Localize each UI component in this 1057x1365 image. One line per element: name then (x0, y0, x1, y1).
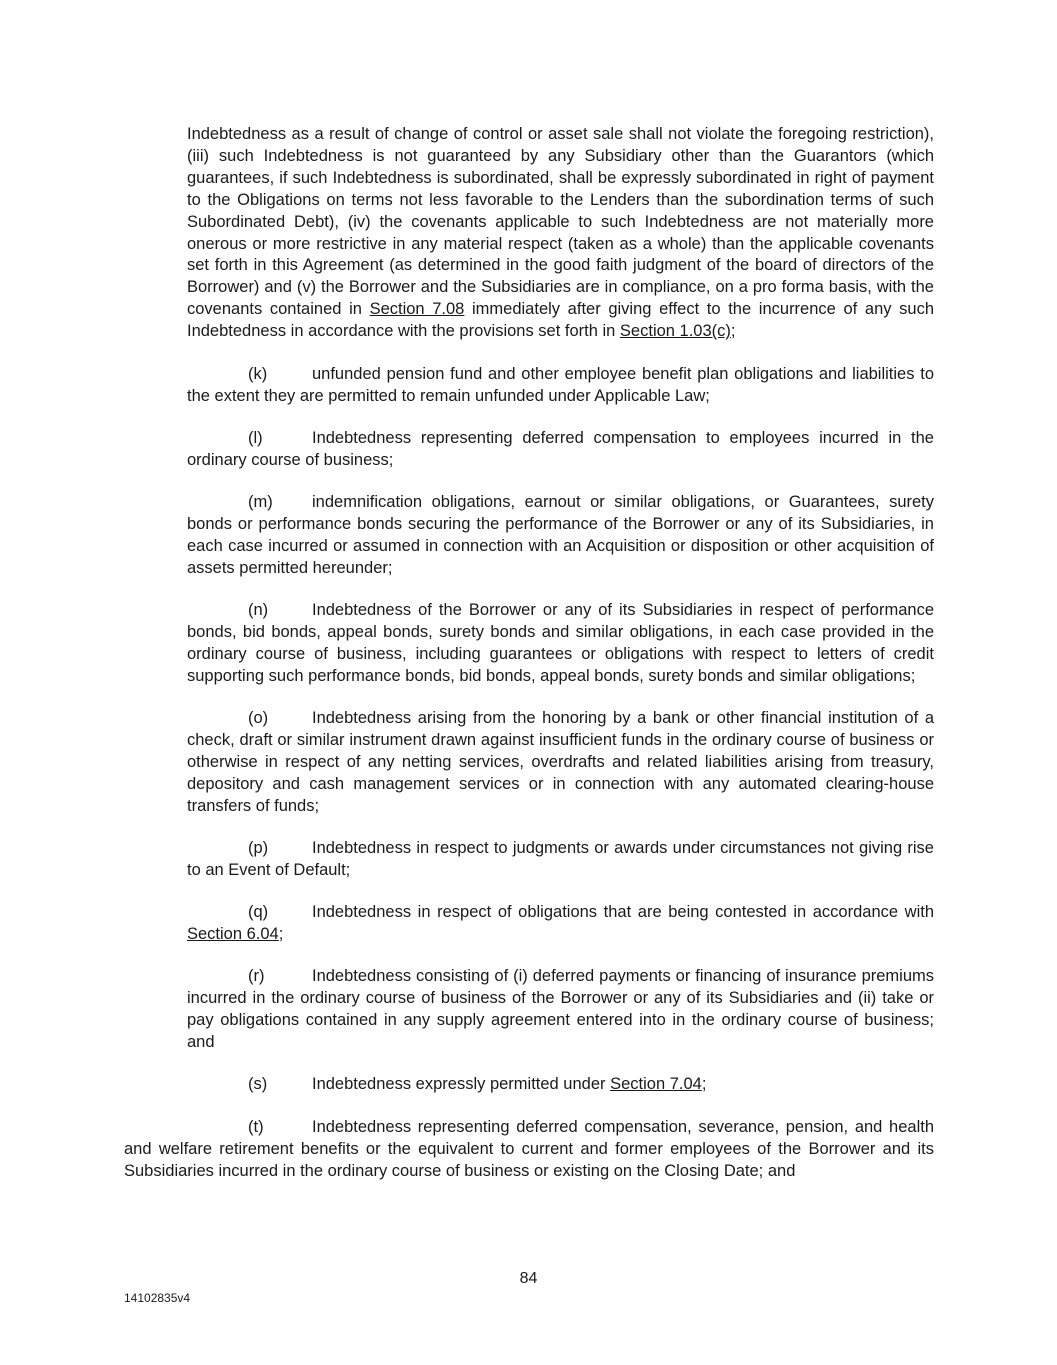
clause-r (187, 966, 934, 1054)
clause-m (187, 492, 934, 580)
clause-q (187, 902, 934, 946)
section-ref-1-03c[interactable]: Section 1.03(c) (619, 322, 731, 341)
clause-label: (r) (248, 967, 265, 985)
clause-text-end: ; (701, 1075, 707, 1093)
intro-text-end: ; (730, 322, 736, 341)
clause-label: (t) (248, 1118, 264, 1136)
clause-o (187, 708, 934, 818)
clause-text: Indebtedness representing deferred compensation, severance, pension, and health and welfare retirement benefits or the equivalent to current and former employees of the Borrower and its Subsidiaries incurred in the ordinary course of business or existing on the Closing Date; and (124, 1118, 934, 1180)
section-ref-6-04[interactable]: Section 6.04 (187, 924, 279, 943)
clause-text: unfunded pension fund and other employee benefit plan obligations and liabilities to the extent they are permitted to remain unfunded under Applicable Law; (187, 365, 934, 405)
clause-p (187, 838, 934, 882)
section-ref-7-04[interactable]: Section 7.04 (610, 1075, 702, 1093)
clause-text: Indebtedness consisting of (i) deferred payments or financing of insurance premiums incurred in the ordinary course of business of the Borrower or any of its Subsidiaries and (ii) take or pay obligations contained in any supply agreement entered into in the ordinary course of business; and (187, 967, 934, 1051)
clause-text: indemnification obligations, earnout or similar obligations, or Guarantees, surety bonds or performance bonds securing the performance of the Borrower or any of its Subsidiaries, in each case incurred or assumed in connection with an Acquisition or disposition or other acquisition of assets permitted hereunder; (187, 493, 934, 577)
intro-text-mid: immediately after giving effect to the incurrence of any such Indebtedness in accordance with the provisions set forth in (187, 300, 934, 341)
clause-text: Indebtedness representing deferred compensation to employees incurred in the ordinary course of business; (187, 429, 934, 469)
clause-label: (l) (248, 429, 263, 447)
clause-k (187, 364, 934, 408)
section-ref-7-08[interactable]: Section 7.08 (369, 300, 465, 319)
clause-label: (q) (248, 903, 269, 921)
clause-label: (m) (248, 493, 273, 511)
intro-text: Indebtedness as a result of change of control or asset sale shall not violate the foregoing restriction), (iii) such Indebtedness is not guaranteed by any Subsidiary other than the Guarantors (which guarantees, if such Indebtedness is subordinated, shall be expressly subordinated in right of payment to the Obligations on terms not less favorable to the Lenders than the subordination terms of such Subordinated Debt), (iv) the covenants applicable to such Indebtedness are not materially more onerous or more restrictive in any material respect (taken as a whole) than the applicable covenants set forth in this Agreement (as determined in the good faith judgment of the board of directors of the Borrower) and (v) the Borrower and the Subsidiaries are in compliance, on a pro forma basis, with the covenants contained in (187, 125, 934, 319)
clause-t (124, 1117, 934, 1183)
clause-text-end: ; (278, 924, 284, 943)
clause-label: (k) (248, 365, 268, 383)
clause-s (187, 1074, 934, 1096)
clause-n (187, 600, 934, 688)
clause-text: Indebtedness in respect of obligations that are being contested in accordance with (312, 903, 934, 921)
clause-text: Indebtedness arising from the honoring by a bank or other financial institution of a check, draft or similar instrument drawn against insufficient funds in the ordinary course of business or otherwise in respect of any netting services, overdrafts and related liabilities arising from treasury, depository and cash management services or in connection with any automated clearing-house transfers of funds; (187, 709, 934, 815)
intro-paragraph (187, 124, 934, 343)
clause-label: (o) (248, 709, 269, 727)
page-number: 84 (519, 1270, 538, 1287)
clause-l (187, 428, 934, 472)
clause-label: (p) (248, 839, 269, 857)
clause-text: Indebtedness expressly permitted under (312, 1075, 611, 1093)
clause-label: (s) (248, 1075, 268, 1093)
clause-label: (n) (248, 601, 269, 619)
clause-text: Indebtedness in respect to judgments or awards under circumstances not giving rise to an Event of Default; (187, 839, 934, 879)
document-id: 14102835v4 (124, 1291, 191, 1305)
clause-text: Indebtedness of the Borrower or any of its Subsidiaries in respect of performance bonds, bid bonds, appeal bonds, surety bonds and similar obligations, in each case provided in the ordinary course of business, including guarantees or obligations with respect to letters of credit supporting such performance bonds, bid bonds, appeal bonds, surety bonds and similar obligations; (187, 601, 934, 685)
